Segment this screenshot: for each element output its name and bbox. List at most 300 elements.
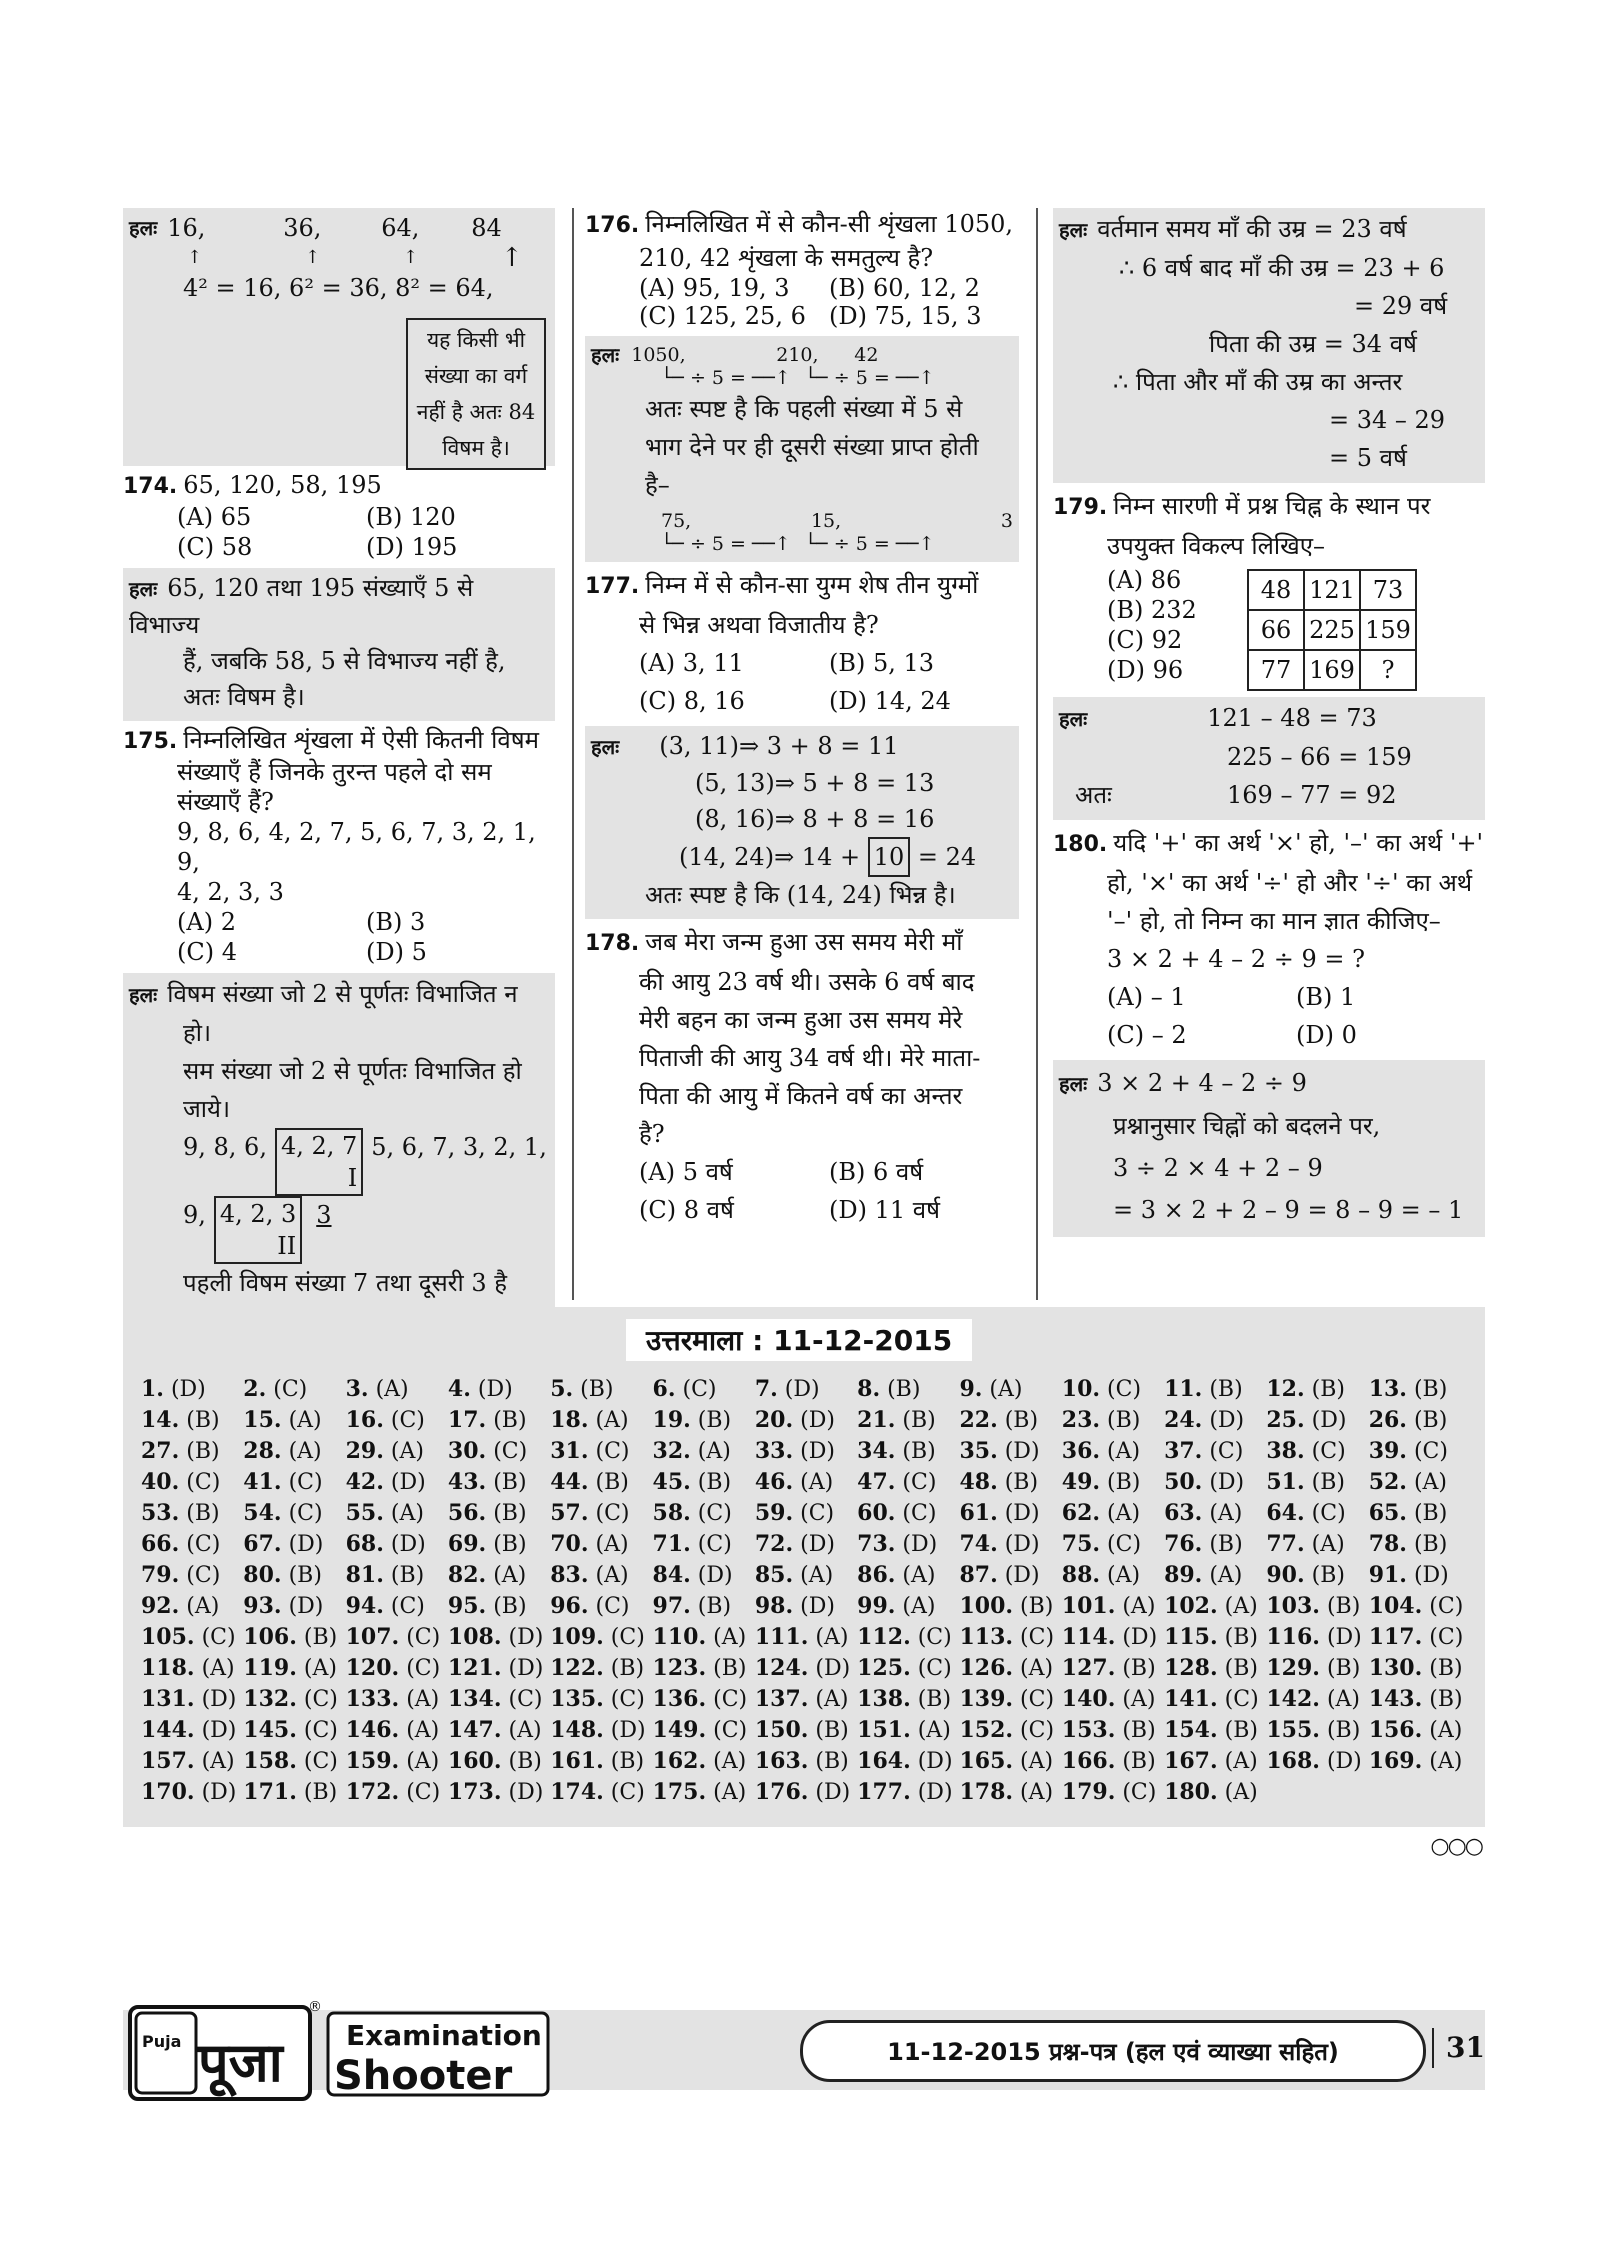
answer-number: 126. bbox=[959, 1655, 1014, 1681]
answer-item bbox=[1266, 1406, 1368, 1435]
answer-number: 110. bbox=[652, 1624, 707, 1650]
answer-choice: (A) bbox=[1100, 1439, 1141, 1464]
answer-number: 116. bbox=[1266, 1624, 1320, 1650]
answer-choice: (D) bbox=[281, 1532, 324, 1557]
answer-choice: (B) bbox=[690, 1408, 732, 1433]
group-box-2 bbox=[214, 1196, 302, 1264]
answer-number: 111. bbox=[754, 1624, 809, 1650]
answer-item bbox=[1369, 1685, 1471, 1714]
answer-number: 106. bbox=[243, 1624, 297, 1650]
answer-number: 130. bbox=[1368, 1655, 1423, 1681]
solution-line: 225 – 66 = 159 bbox=[1227, 743, 1412, 771]
answer-item bbox=[755, 1716, 857, 1745]
up-arrows bbox=[129, 243, 549, 273]
solution-line: ∴ 6 वर्ष बाद माँ की उम्र = 23 + 6 bbox=[1119, 254, 1445, 282]
answer-number: 175. bbox=[652, 1779, 707, 1805]
answer-choice: (D) bbox=[603, 1718, 646, 1743]
answer-item bbox=[1266, 1499, 1368, 1528]
option: (D) 14, 24 bbox=[829, 687, 951, 715]
answer-number: 89. bbox=[1164, 1562, 1203, 1588]
solution-line: प्रश्नानुसार चिह्नों को बदलने पर, bbox=[1113, 1112, 1381, 1140]
answer-number: 1. bbox=[141, 1376, 164, 1402]
answer-number: 73. bbox=[857, 1531, 896, 1557]
answer-number: 57. bbox=[550, 1500, 589, 1526]
answer-number: 144. bbox=[141, 1717, 195, 1743]
answer-item bbox=[448, 1375, 550, 1404]
answer-item bbox=[1369, 1716, 1471, 1745]
answer-item bbox=[448, 1499, 550, 1528]
bent-arrow-icon: └─ bbox=[661, 533, 684, 555]
answer-item bbox=[959, 1375, 1061, 1404]
answer-number: 9. bbox=[959, 1376, 983, 1402]
answer-choice: (A) bbox=[895, 1563, 936, 1588]
question-text: 4, 2, 3, 3 bbox=[177, 878, 284, 906]
answer-item bbox=[1266, 1685, 1368, 1714]
solution-label: हलः bbox=[129, 983, 158, 1007]
option: (C) – 2 bbox=[1107, 1021, 1187, 1049]
answer-number: 100. bbox=[959, 1593, 1014, 1619]
answer-number: 155. bbox=[1266, 1717, 1320, 1743]
answer-item bbox=[346, 1530, 448, 1559]
answer-number: 156. bbox=[1368, 1717, 1423, 1743]
column-divider bbox=[1036, 208, 1038, 1300]
answer-choice: (A) bbox=[368, 1377, 409, 1402]
answer-choice: (B) bbox=[1406, 1408, 1448, 1433]
options bbox=[585, 1153, 1019, 1229]
answer-number: 72. bbox=[754, 1531, 794, 1557]
answer-choice: (A) bbox=[281, 1439, 322, 1464]
option: (A) 5 वर्ष bbox=[639, 1158, 733, 1186]
highlighted-value: 10 bbox=[868, 837, 911, 877]
answer-choice: (D) bbox=[793, 1439, 835, 1464]
option: (D) 5 bbox=[366, 938, 427, 966]
answer-choice: (D) bbox=[194, 1780, 237, 1805]
answer-number: 28. bbox=[243, 1438, 282, 1464]
answer-choice: (B) bbox=[588, 1470, 629, 1495]
solution-label: हलः bbox=[591, 735, 620, 759]
answer-item bbox=[755, 1561, 857, 1590]
answer-number: 124. bbox=[754, 1655, 809, 1681]
answer-number: 52. bbox=[1368, 1469, 1407, 1495]
answer-choice: (A) bbox=[1304, 1532, 1345, 1557]
answer-item bbox=[1062, 1375, 1164, 1404]
answer-choice: (B) bbox=[296, 1625, 338, 1650]
answer-item bbox=[755, 1468, 857, 1497]
answer-number: 34. bbox=[857, 1438, 896, 1464]
answer-item bbox=[959, 1592, 1061, 1621]
answer-choice: (D) bbox=[793, 1408, 835, 1433]
answer-item bbox=[346, 1654, 448, 1683]
answer-item bbox=[1062, 1623, 1164, 1652]
answer-number: 65. bbox=[1368, 1500, 1407, 1526]
answer-choice: (B) bbox=[1115, 1718, 1156, 1743]
answer-number: 115. bbox=[1164, 1624, 1218, 1650]
option: (D) 195 bbox=[366, 533, 458, 561]
answer-item bbox=[1164, 1499, 1266, 1528]
squares-line: 4² = 16, 6² = 36, 8² = 64, bbox=[183, 274, 494, 302]
question-176 bbox=[585, 208, 1019, 330]
publisher-logo bbox=[128, 1995, 558, 2105]
answer-item bbox=[448, 1561, 550, 1590]
answer-choice: (C) bbox=[706, 1718, 748, 1743]
answer-choice: (A) bbox=[1406, 1470, 1448, 1495]
answer-number: 21. bbox=[857, 1407, 896, 1433]
sequence-line-1 bbox=[129, 1128, 549, 1196]
answer-number: 133. bbox=[345, 1686, 400, 1712]
answer-number: 138. bbox=[857, 1686, 911, 1712]
answer-number: 23. bbox=[1061, 1407, 1101, 1433]
answer-number: 122. bbox=[550, 1655, 604, 1681]
up-arrow-icon: ↑ bbox=[187, 247, 203, 268]
solution-line: (3, 11)⇒ 3 + 8 = 11 bbox=[659, 732, 899, 760]
answer-number: 35. bbox=[959, 1438, 998, 1464]
answer-choice: (B) bbox=[1202, 1532, 1243, 1557]
solution-label: हलः bbox=[1059, 218, 1088, 242]
answer-choice: (B) bbox=[1319, 1594, 1361, 1619]
series-item: 75, bbox=[661, 510, 692, 532]
answer-number: 107. bbox=[345, 1624, 400, 1650]
answer-item bbox=[243, 1468, 345, 1497]
answer-number: 153. bbox=[1061, 1717, 1116, 1743]
answer-number: 152. bbox=[959, 1717, 1014, 1743]
option: (B) 120 bbox=[366, 503, 456, 531]
answer-choice: (D) bbox=[501, 1625, 544, 1650]
answer-item bbox=[141, 1406, 243, 1435]
sequence-line-2 bbox=[129, 1196, 549, 1264]
answer-number: 112. bbox=[857, 1624, 911, 1650]
answer-number: 98. bbox=[754, 1593, 794, 1619]
answer-choice: (C) bbox=[1217, 1687, 1259, 1712]
answer-number: 61. bbox=[959, 1500, 998, 1526]
answer-item bbox=[346, 1747, 448, 1776]
page-number: 31 bbox=[1432, 2028, 1485, 2068]
expression-part: = 24 bbox=[917, 843, 977, 871]
answer-item bbox=[1266, 1592, 1368, 1621]
answer-item bbox=[1164, 1747, 1266, 1776]
answer-choice: (B) bbox=[383, 1563, 425, 1588]
question-number: 177. bbox=[585, 574, 640, 599]
answer-choice: (C) bbox=[690, 1532, 732, 1557]
answer-choice: (C) bbox=[1013, 1625, 1055, 1650]
answer-choice: (B) bbox=[1406, 1532, 1448, 1557]
answer-choice: (A) bbox=[383, 1501, 424, 1526]
answer-item bbox=[857, 1654, 959, 1683]
answer-choice: (C) bbox=[690, 1501, 732, 1526]
answer-choice: (A) bbox=[194, 1656, 235, 1681]
answer-number: 113. bbox=[959, 1624, 1014, 1650]
answer-number: 163. bbox=[754, 1748, 809, 1774]
answer-choice: (A) bbox=[501, 1718, 542, 1743]
answer-choice: (A) bbox=[1202, 1501, 1243, 1526]
answer-item bbox=[755, 1685, 857, 1714]
answer-number: 54. bbox=[243, 1500, 282, 1526]
answer-number: 105. bbox=[141, 1624, 195, 1650]
answer-item bbox=[857, 1716, 959, 1745]
sequence-part: 9, 8, 6, bbox=[183, 1133, 267, 1161]
answer-choice: (A) bbox=[588, 1532, 629, 1557]
question-text: 210, 42 शृंखला के समतुल्य है? bbox=[639, 244, 934, 272]
answer-item bbox=[346, 1499, 448, 1528]
answer-choice: (D) bbox=[1319, 1749, 1362, 1774]
question-text: यदि '+' का अर्थ '×' हो, '–' का अर्थ '+' bbox=[1113, 829, 1484, 857]
question-text: हो, '×' का अर्थ '÷' हो और '÷' का अर्थ bbox=[1107, 869, 1473, 897]
answer-item bbox=[653, 1623, 755, 1652]
answer-item bbox=[755, 1437, 857, 1466]
answer-number: 81. bbox=[345, 1562, 384, 1588]
table-cell: 73 bbox=[1360, 570, 1416, 610]
answer-number: 169. bbox=[1368, 1748, 1423, 1774]
answer-item bbox=[1369, 1437, 1471, 1466]
logo-examination: Examination bbox=[346, 2019, 542, 2052]
note-line: यह किसी भी bbox=[426, 328, 526, 352]
answer-number: 37. bbox=[1164, 1438, 1203, 1464]
answer-item bbox=[959, 1778, 1061, 1807]
division-arrows bbox=[591, 366, 1013, 390]
answer-item bbox=[653, 1406, 755, 1435]
answer-number: 123. bbox=[652, 1655, 707, 1681]
answer-choice: (C) bbox=[1013, 1687, 1055, 1712]
answer-choice: (D) bbox=[1319, 1625, 1362, 1650]
answer-choice: (A) bbox=[179, 1594, 220, 1619]
answer-item bbox=[857, 1623, 959, 1652]
answer-number: 109. bbox=[550, 1624, 604, 1650]
answer-item bbox=[550, 1375, 652, 1404]
answer-choice: (C) bbox=[486, 1439, 528, 1464]
answer-number: 10. bbox=[1061, 1376, 1101, 1402]
answer-item bbox=[448, 1716, 550, 1745]
answer-choice: (A) bbox=[1217, 1749, 1258, 1774]
answer-choice: (A) bbox=[1319, 1687, 1361, 1712]
answer-choice: (C) bbox=[588, 1594, 630, 1619]
answer-number: 38. bbox=[1266, 1438, 1305, 1464]
answer-number: 142. bbox=[1266, 1686, 1320, 1712]
answer-choice: (B) bbox=[1217, 1625, 1258, 1650]
answer-choice: (B) bbox=[1115, 1656, 1156, 1681]
option: (D) 96 bbox=[1107, 656, 1184, 684]
answer-choice: (A) bbox=[486, 1563, 527, 1588]
number-table bbox=[1247, 569, 1417, 691]
answer-item bbox=[346, 1778, 448, 1807]
answer-choice: (C) bbox=[266, 1377, 308, 1402]
solution-178 bbox=[1053, 208, 1485, 483]
answer-item bbox=[857, 1778, 959, 1807]
answer-choice: (B) bbox=[179, 1408, 220, 1433]
table-cell: 48 bbox=[1248, 570, 1304, 610]
answer-number: 59. bbox=[754, 1500, 794, 1526]
answer-choice: (C) bbox=[399, 1656, 441, 1681]
answer-item bbox=[550, 1623, 652, 1652]
answer-choice: (A) bbox=[1115, 1594, 1156, 1619]
answer-number: 33. bbox=[754, 1438, 794, 1464]
answer-item bbox=[346, 1468, 448, 1497]
answer-item bbox=[755, 1406, 857, 1435]
answer-number: 170. bbox=[141, 1779, 195, 1805]
answer-number: 16. bbox=[345, 1407, 384, 1433]
series-item: 42 bbox=[854, 344, 879, 366]
answer-choice: (D) bbox=[194, 1718, 237, 1743]
answer-item bbox=[243, 1716, 345, 1745]
table-row bbox=[1248, 650, 1416, 690]
solution-line: है– bbox=[645, 471, 670, 499]
answer-choice: (B) bbox=[603, 1749, 645, 1774]
question-number: 178. bbox=[585, 931, 640, 956]
question-number: 175. bbox=[123, 729, 178, 754]
answer-choice: (B) bbox=[486, 1532, 527, 1557]
answer-item bbox=[1266, 1623, 1368, 1652]
answer-number: 56. bbox=[447, 1500, 487, 1526]
solution-176 bbox=[585, 336, 1019, 562]
solution-line: = 34 – 29 bbox=[1329, 406, 1446, 434]
answer-item bbox=[243, 1685, 345, 1714]
options bbox=[1053, 978, 1485, 1054]
note-box bbox=[406, 318, 546, 470]
answer-choice: (C) bbox=[383, 1594, 425, 1619]
answer-choice: (C) bbox=[793, 1501, 835, 1526]
up-arrow-icon: ↑ bbox=[501, 243, 523, 273]
question-text: की आयु 23 वर्ष थी। उसके 6 वर्ष बाद bbox=[639, 968, 975, 996]
answer-item bbox=[1164, 1468, 1266, 1497]
question-174 bbox=[123, 470, 555, 562]
question-text: निम्न सारणी में प्रश्न चिह्न के स्थान पर bbox=[1113, 492, 1431, 520]
option: (B) 3 bbox=[366, 908, 426, 936]
answer-number: 94. bbox=[345, 1593, 384, 1619]
solution-line: विषम संख्या जो 2 से पूर्णतः विभाजित न bbox=[167, 980, 518, 1008]
solution-label: हलः bbox=[1059, 707, 1088, 731]
answer-item bbox=[959, 1623, 1061, 1652]
answer-item bbox=[448, 1654, 550, 1683]
answer-item bbox=[550, 1499, 652, 1528]
option: (C) 4 bbox=[177, 938, 237, 966]
solution-line: 169 – 77 = 92 bbox=[1227, 781, 1397, 809]
series-item: 84 bbox=[471, 214, 502, 242]
column-3 bbox=[1053, 208, 1485, 1241]
question-179 bbox=[1053, 487, 1485, 691]
answer-number: 131. bbox=[141, 1686, 195, 1712]
answer-choice: (A) bbox=[588, 1408, 629, 1433]
answer-choice: (C) bbox=[399, 1625, 441, 1650]
solution-line: 3 × 2 + 4 – 2 ÷ 9 bbox=[1097, 1069, 1307, 1097]
answer-item bbox=[141, 1654, 243, 1683]
answer-choice: (A) bbox=[1422, 1718, 1463, 1743]
answer-item bbox=[959, 1561, 1061, 1590]
option: (C) 8, 16 bbox=[639, 687, 745, 715]
answer-number: 121. bbox=[447, 1655, 502, 1681]
group-values: 4, 2, 3 bbox=[219, 1200, 297, 1228]
question-text: 3 × 2 + 4 – 2 ÷ 9 = ? bbox=[1107, 945, 1365, 973]
answer-choice: (B) bbox=[997, 1408, 1039, 1433]
question-text: 65, 120, 58, 195 bbox=[183, 471, 382, 499]
answer-number: 174. bbox=[550, 1779, 604, 1805]
answer-choice: (B) bbox=[296, 1780, 338, 1805]
answer-number: 160. bbox=[447, 1748, 502, 1774]
answer-item bbox=[1062, 1654, 1164, 1683]
answer-item bbox=[1062, 1685, 1164, 1714]
answer-choice: (B) bbox=[1422, 1687, 1463, 1712]
answer-number: 75. bbox=[1061, 1531, 1101, 1557]
option: (A) 3, 11 bbox=[639, 649, 744, 677]
answer-item bbox=[448, 1592, 550, 1621]
answer-choice: (A) bbox=[910, 1718, 951, 1743]
answer-item bbox=[755, 1654, 857, 1683]
answer-item bbox=[1266, 1468, 1368, 1497]
answer-item bbox=[1062, 1406, 1164, 1435]
answer-choice: (C) bbox=[1304, 1439, 1346, 1464]
answer-item bbox=[755, 1499, 857, 1528]
option: (A) – 1 bbox=[1107, 983, 1186, 1011]
answer-number: 161. bbox=[550, 1748, 604, 1774]
table-cell: ? bbox=[1360, 650, 1416, 690]
answer-number: 104. bbox=[1368, 1593, 1423, 1619]
answer-choice: (D) bbox=[793, 1532, 835, 1557]
answer-item bbox=[550, 1406, 652, 1435]
answer-item bbox=[959, 1716, 1061, 1745]
answer-item bbox=[653, 1530, 755, 1559]
answer-number: 32. bbox=[652, 1438, 691, 1464]
solution-label: हलः bbox=[129, 577, 158, 601]
answer-number: 19. bbox=[652, 1407, 691, 1433]
answer-item bbox=[755, 1747, 857, 1776]
answer-choice: (B) bbox=[1422, 1656, 1463, 1681]
answer-item bbox=[1062, 1437, 1164, 1466]
answer-number: 148. bbox=[550, 1717, 604, 1743]
answer-item bbox=[653, 1499, 755, 1528]
answer-choice: (B) bbox=[179, 1501, 220, 1526]
answer-number: 136. bbox=[652, 1686, 707, 1712]
answer-item bbox=[141, 1747, 243, 1776]
answer-number: 55. bbox=[345, 1500, 384, 1526]
answer-number: 51. bbox=[1266, 1469, 1305, 1495]
answer-number: 83. bbox=[550, 1562, 589, 1588]
answer-choice: (A) bbox=[1100, 1563, 1141, 1588]
answer-number: 162. bbox=[652, 1748, 707, 1774]
group-mark: I bbox=[347, 1164, 358, 1192]
answer-item bbox=[653, 1592, 755, 1621]
answer-number: 43. bbox=[447, 1469, 487, 1495]
answer-item bbox=[346, 1623, 448, 1652]
answer-item bbox=[653, 1561, 755, 1590]
answer-item bbox=[1164, 1561, 1266, 1590]
answer-number: 77. bbox=[1266, 1531, 1305, 1557]
operation-label: ÷ 5 = bbox=[689, 533, 746, 555]
answer-item bbox=[1164, 1716, 1266, 1745]
answer-number: 92. bbox=[141, 1593, 180, 1619]
answer-choice: (D) bbox=[808, 1656, 851, 1681]
question-text: पिता की आयु में कितने वर्ष का अन्तर bbox=[639, 1082, 963, 1110]
answer-item bbox=[1369, 1561, 1471, 1590]
solution-line: = 29 वर्ष bbox=[1354, 292, 1448, 320]
answer-item bbox=[755, 1530, 857, 1559]
answer-number: 13. bbox=[1368, 1376, 1407, 1402]
answer-number: 2. bbox=[243, 1376, 267, 1402]
answer-number: 93. bbox=[243, 1593, 282, 1619]
option: (C) 8 वर्ष bbox=[639, 1196, 734, 1224]
answer-item bbox=[141, 1530, 243, 1559]
answer-choice: (B) bbox=[1304, 1563, 1345, 1588]
solution-line: सम संख्या जो 2 से पूर्णतः विभाजित हो bbox=[183, 1057, 522, 1085]
solution-line: पहली विषम संख्या 7 तथा दूसरी 3 है bbox=[183, 1269, 507, 1297]
group-mark: II bbox=[277, 1232, 297, 1260]
answer-item bbox=[959, 1654, 1061, 1683]
solution-line: पिता की उम्र = 34 वर्ष bbox=[1209, 330, 1417, 358]
answer-choice: (C) bbox=[399, 1780, 441, 1805]
question-175 bbox=[123, 725, 555, 967]
answer-item bbox=[346, 1716, 448, 1745]
answer-choice: (D) bbox=[997, 1439, 1040, 1464]
answer-choice: (D) bbox=[1115, 1625, 1158, 1650]
answer-item bbox=[1164, 1530, 1266, 1559]
note-line: विषम है। bbox=[442, 436, 510, 460]
question-178 bbox=[585, 923, 1019, 1229]
